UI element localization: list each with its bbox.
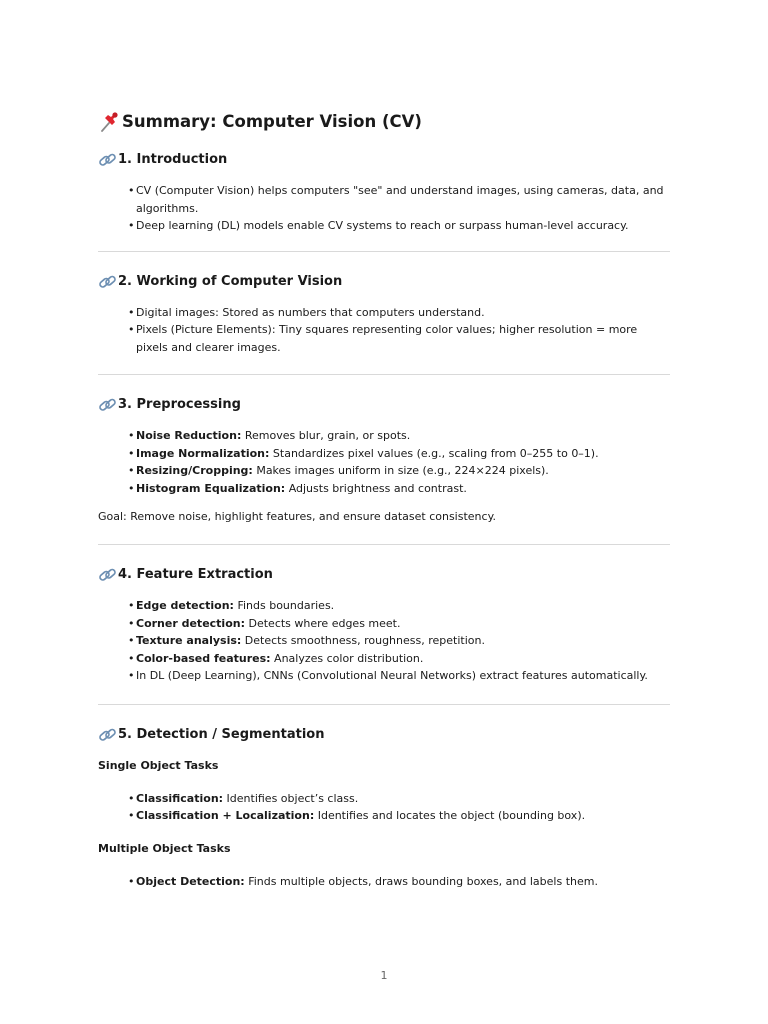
section-preprocessing: [98, 394, 670, 525]
item-term: Corner detection:: [136, 616, 245, 630]
section-heading-text: 3. Preprocessing: [118, 397, 241, 412]
page-number: 1: [380, 969, 388, 982]
section-working: [98, 271, 670, 357]
subsection-title: Single Object Tasks: [98, 758, 219, 772]
list-item: [128, 427, 670, 445]
item-term: Classification:: [136, 791, 224, 805]
list-item: [128, 321, 670, 356]
list-item: [128, 615, 670, 633]
item-text: Detects where edges meet.: [248, 616, 401, 630]
section-heading: [98, 271, 670, 293]
item-term: Object Detection:: [136, 874, 245, 888]
list-item: [128, 480, 670, 498]
item-term: Edge detection:: [136, 599, 234, 612]
item-text: Adjusts brightness and contrast.: [288, 481, 467, 495]
link-icon: [98, 566, 118, 584]
list-item: [128, 597, 670, 615]
section-feature-extraction: [98, 564, 670, 685]
bullet-list: [98, 304, 670, 357]
item-text: Identifies and locates the object (bounding box).: [317, 809, 586, 822]
item-text: Standardizes pixel values (e.g., scaling from 0–255 to 0–1).: [272, 446, 599, 460]
list-item: [128, 632, 670, 650]
subsection-title: Multiple Object Tasks: [98, 841, 231, 855]
item-text: Removes blur, grain, or spots.: [244, 429, 411, 442]
item-term: Image Normalization:: [136, 446, 270, 460]
item-term: Histogram Equalization:: [136, 481, 286, 495]
link-icon: [98, 726, 118, 744]
document-title: Summary: Computer Vision (CV): [122, 112, 422, 131]
item-text: Pixels (Picture Elements): Tiny squares representing color values; higher resolution = more pixels and clearer images.: [136, 323, 638, 354]
list-item: [128, 790, 670, 808]
item-term: Classification + Localization:: [136, 809, 315, 822]
divider: [98, 374, 670, 375]
section-heading-text: 2. Working of Computer Vision: [118, 273, 343, 289]
bullet-list: [98, 597, 670, 685]
section-heading: [98, 564, 670, 586]
bullet-list: [98, 790, 670, 825]
section-introduction: [98, 149, 670, 235]
item-term: Texture analysis:: [136, 634, 242, 647]
list-item: [128, 217, 670, 235]
list-item: [128, 182, 670, 217]
section-heading-text: 1. Introduction: [118, 152, 228, 167]
section-heading-text: 5. Detection / Segmentation: [118, 726, 325, 742]
item-text: Deep learning (DL) models enable CV systems to reach or surpass human-level accuracy.: [136, 219, 629, 232]
section-heading: [98, 724, 670, 746]
item-term: Resizing/Cropping:: [136, 464, 253, 477]
pushpin-icon: [98, 110, 122, 134]
divider: [98, 544, 670, 545]
link-icon: [98, 151, 118, 169]
bullet-list: [98, 182, 670, 235]
item-text: Digital images: Stored as numbers that computers understand.: [136, 305, 485, 319]
section-detection-segmentation: [98, 724, 670, 891]
section-heading-text: 4. Feature Extraction: [118, 567, 273, 582]
divider: [98, 251, 670, 252]
bullet-list: [98, 873, 670, 891]
item-text: Makes images uniform in size (e.g., 224×224 pixels).: [256, 464, 549, 477]
item-text: Identifies object’s class.: [226, 791, 359, 805]
item-text: CV (Computer Vision) helps computers "see" and understand images, using cameras, data, and algorithms.: [136, 184, 664, 215]
list-item: [128, 667, 670, 685]
section-heading: [98, 149, 670, 171]
list-item: [128, 304, 670, 322]
link-icon: [98, 273, 118, 291]
document-page: [98, 108, 670, 890]
divider: [98, 704, 670, 705]
list-item: [128, 873, 670, 891]
item-text: Detects smoothness, roughness, repetition.: [244, 634, 485, 647]
item-term: Color-based features:: [136, 651, 271, 665]
list-item: [128, 650, 670, 668]
section-heading: [98, 394, 670, 416]
item-term: Noise Reduction:: [136, 429, 242, 442]
list-item: [128, 445, 670, 463]
goal-note: Goal: Remove noise, highlight features, and ensure dataset consistency.: [98, 510, 497, 523]
list-item: [128, 807, 670, 825]
item-text: Analyzes color distribution.: [274, 651, 424, 665]
document-title-row: [98, 108, 670, 136]
item-text: Finds boundaries.: [237, 599, 335, 612]
item-text: Finds multiple objects, draws bounding boxes, and labels them.: [248, 874, 598, 888]
item-text: In DL (Deep Learning), CNNs (Convolutional Neural Networks) extract features automatically.: [136, 669, 648, 682]
bullet-list: [98, 427, 670, 497]
list-item: [128, 462, 670, 480]
link-icon: [98, 396, 118, 414]
